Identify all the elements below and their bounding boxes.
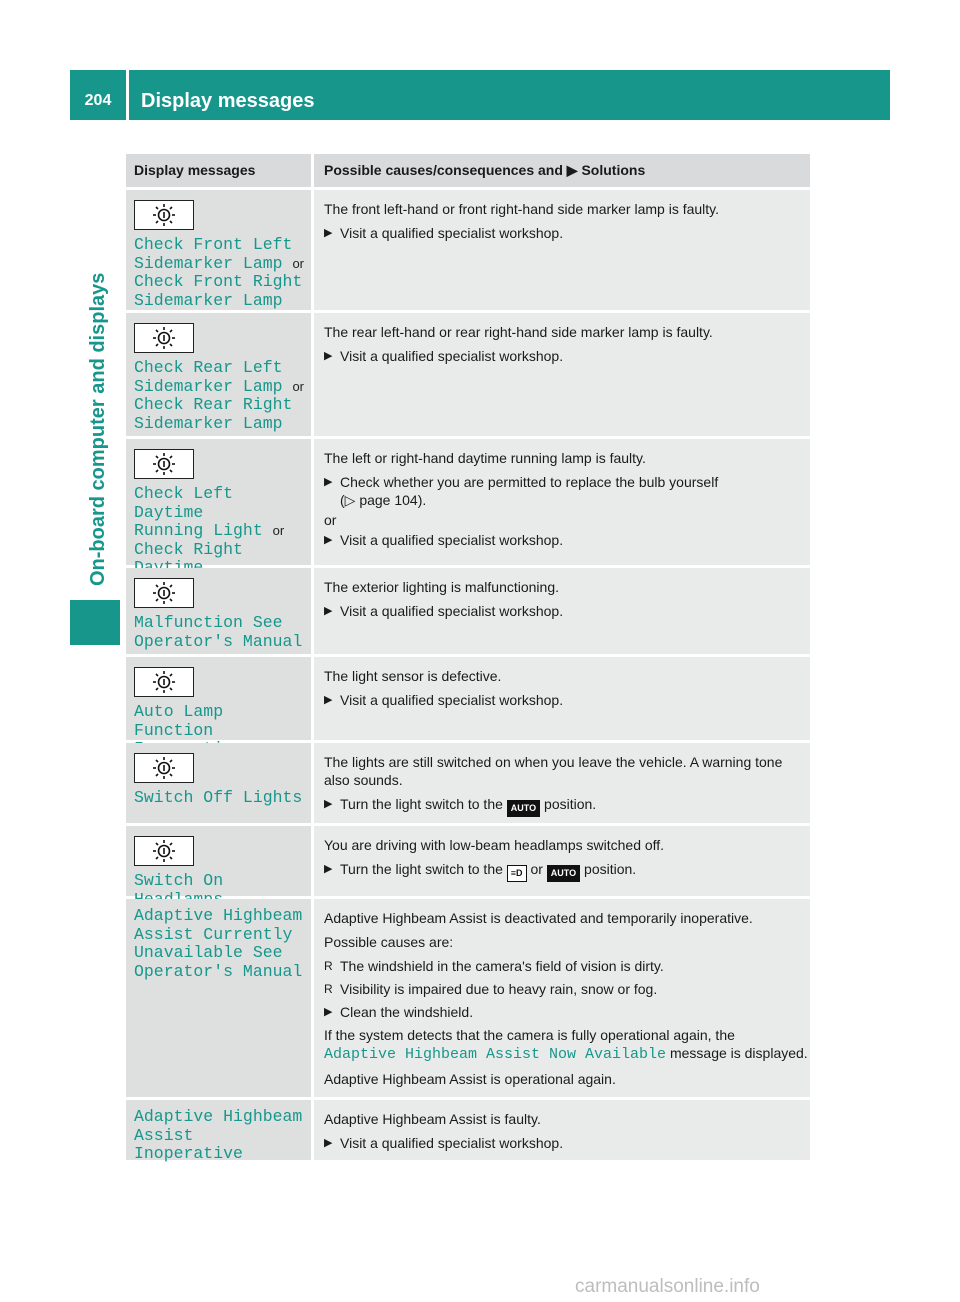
table-row [126, 313, 810, 439]
display-message: Switch Off Lights [134, 788, 303, 807]
bullet-r-icon: R [324, 959, 333, 973]
table-row [126, 743, 810, 826]
cause-bullet: R The windshield in the camera's field of vision is dirty. [324, 958, 664, 974]
exterior-lamp-icon [134, 578, 194, 608]
table-row [126, 190, 810, 313]
solution-step: ▶ Visit a qualified specialist workshop. [324, 225, 564, 241]
arrow-right-icon: ▶ [324, 534, 333, 546]
display-message: Auto Lamp Function [134, 702, 224, 740]
solution-step: ▶ Turn the light switch to the AUTO position. [324, 795, 804, 817]
column-header-messages-label: Display messages [134, 162, 256, 178]
or-text: or [324, 512, 337, 528]
exterior-lamp-icon [134, 836, 194, 866]
inline-display-message: Adaptive Highbeam Assist Now Available [324, 1046, 667, 1063]
arrow-right-icon: ▶ [566, 162, 578, 178]
column-header-messages [126, 154, 311, 187]
display-messages-table [126, 154, 810, 1163]
cause-text: Adaptive Highbeam Assist is faulty. [324, 1111, 541, 1127]
display-message: Check Front Left Sidemarker Lamp or Check Front Right Sidemarker Lamp [134, 235, 304, 310]
arrow-right-icon: ▶ [324, 476, 333, 488]
page-number: 204 [84, 92, 112, 109]
cause-text: The lights are still switched on when you leave the vehicle. A warning tone also sounds. [324, 754, 783, 788]
solution-step: ▶ Turn the light switch to the ≡D or AUTO position. [324, 860, 804, 882]
display-message: Check Rear Left Sidemarker Lamp or Check Rear Right Sidemarker Lamp [134, 358, 304, 433]
column-header-solutions-label: Solutions [581, 162, 646, 178]
table-row [126, 899, 810, 1100]
table-row [126, 568, 810, 657]
arrow-right-icon: ▶ [324, 1006, 333, 1018]
solution-step: ▶ Check whether you are permitted to replace the bulb yourself [324, 474, 719, 490]
solution-step: ▶ Visit a qualified specialist workshop. [324, 1135, 564, 1151]
arrow-right-icon: ▶ [324, 1137, 333, 1149]
cause-text: The rear left-hand or rear right-hand side marker lamp is faulty. [324, 324, 713, 340]
cause-text: You are driving with low-beam headlamps switched off. [324, 837, 665, 853]
arrow-right-icon: ▶ [324, 350, 333, 362]
table-header [126, 154, 810, 190]
column-header-causes-label: Possible causes/consequences and [324, 162, 563, 178]
arrow-right-icon: ▶ [324, 694, 333, 706]
table-row [126, 1100, 810, 1163]
display-message: Switch On [134, 871, 224, 890]
exterior-lamp-icon [134, 753, 194, 783]
watermark: carmanualsonline.info [575, 1276, 760, 1297]
header-divider [126, 70, 129, 120]
cause-text: The front left-hand or front right-hand side marker lamp is faulty. [324, 201, 720, 217]
auto-light-icon: AUTO [507, 800, 540, 817]
page-title: Display messages [141, 90, 315, 112]
cause-text: The left or right-hand daytime running lamp is faulty. [324, 450, 646, 466]
auto-light-icon: AUTO [547, 865, 580, 882]
table-row [126, 826, 810, 899]
display-message: Check Left Daytime Running Light or Check Right [134, 484, 285, 559]
side-tab-marker [70, 600, 120, 645]
exterior-lamp-icon [134, 449, 194, 479]
exterior-lamp-icon [134, 323, 194, 353]
table-row [126, 439, 810, 568]
arrow-right-icon: ▶ [324, 863, 333, 875]
cause-bullet: R Visibility is impaired due to heavy rain, snow or fog. [324, 981, 658, 997]
arrow-right-icon: ▶ [324, 605, 333, 617]
table-row [126, 657, 810, 743]
cause-text: Adaptive Highbeam Assist is deactivated and temporarily inoperative. [324, 910, 753, 926]
column-header-causes [311, 154, 810, 187]
page-header [70, 70, 890, 120]
solution-step: ▶ Visit a qualified specialist workshop. [324, 692, 564, 708]
solution-step: ▶ Visit a qualified specialist workshop. [324, 532, 564, 548]
display-message: Adaptive Highbeam Assist Inoperative [134, 1107, 303, 1163]
page-reference[interactable]: (▷ page 104). [340, 492, 427, 508]
side-tab-label: On-board computer and displays [87, 272, 109, 586]
arrow-right-icon: ▶ [324, 227, 333, 239]
solution-step: ▶ Visit a qualified specialist workshop. [324, 603, 564, 619]
arrow-right-icon: ▶ [324, 798, 333, 810]
low-beam-icon: ≡D [507, 865, 527, 882]
display-message: Adaptive Highbeam Assist Currently Unavailable See Operator's Manual [134, 906, 303, 981]
bullet-r-icon: R [324, 982, 333, 996]
display-message: Malfunction See Operator's Manual [134, 613, 303, 651]
solution-step: ▶ Visit a qualified specialist workshop. [324, 348, 564, 364]
cause-text: Adaptive Highbeam Assist is operational again. [324, 1071, 616, 1087]
cause-text: Possible causes are: [324, 934, 454, 950]
exterior-lamp-icon [134, 667, 194, 697]
cause-text: The exterior lighting is malfunctioning. [324, 579, 560, 595]
solution-step: ▶ Clean the windshield. [324, 1004, 474, 1020]
cause-text: The light sensor is defective. [324, 668, 502, 684]
cause-text: If the system detects that the camera is fully operational again, the Adaptive Highbeam Assist Now Available message is displayed. [324, 1027, 808, 1063]
exterior-lamp-icon [134, 200, 194, 230]
